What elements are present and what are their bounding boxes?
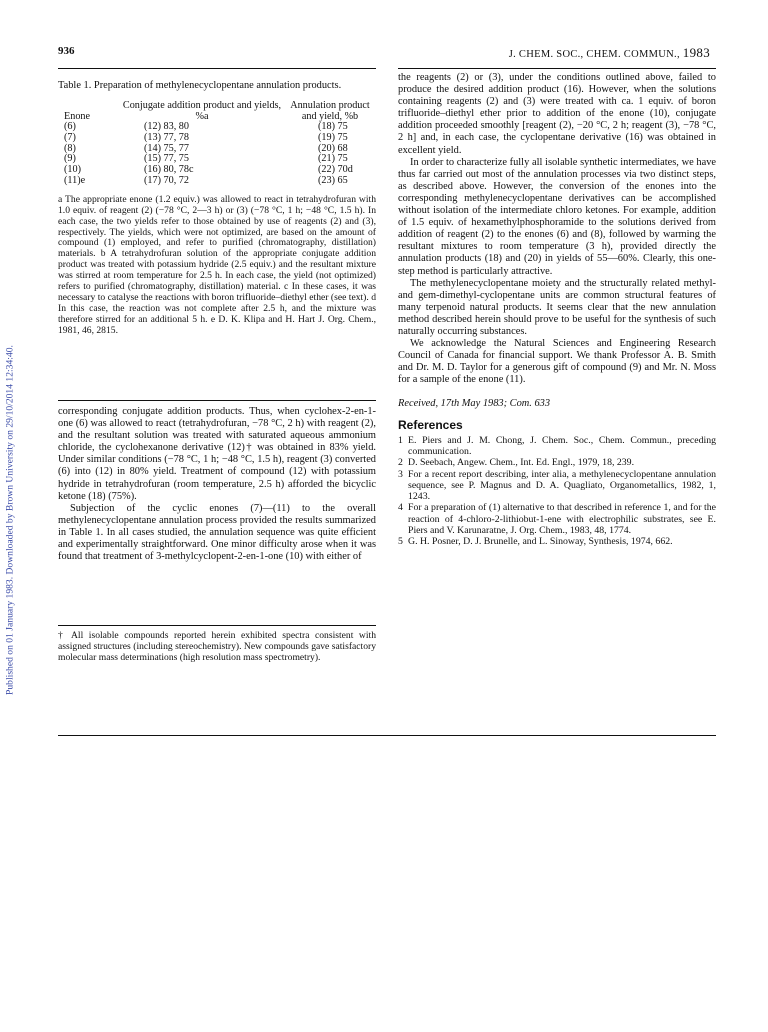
table-row	[58, 176, 376, 187]
header-rule-left	[58, 68, 376, 69]
table-header-annulation: Annulation product and yield, %b	[290, 100, 370, 122]
journal-name: J. CHEM. SOC., CHEM. COMMUN.,	[508, 49, 683, 60]
reference-item	[398, 502, 716, 536]
table-body	[58, 122, 376, 187]
references-heading: References	[398, 417, 463, 432]
reference-item	[398, 457, 716, 468]
reference-number: 2	[398, 457, 403, 469]
reference-text: D. Seebach, Angew. Chem., Int. Ed. Engl., 1979, 18, 239.	[408, 457, 635, 469]
reference-item	[398, 435, 716, 458]
left-body	[58, 406, 376, 563]
table-cell: (6)	[64, 121, 76, 132]
reference-number: 1	[398, 434, 403, 446]
journal-header	[509, 45, 710, 61]
results-table	[58, 100, 376, 187]
body-paragraph: In order to characterize fully all isolable synthetic intermediates, we have thus far carried out most of the annulation processes via two distinct steps, as described above. However, the conversion of the enones into the corresponding methylenecyclopentane derivatives can be accomplished without isolation of the intermediate chloro ketones. For example, addition of 1.5 equiv. of hexamethylphosphoramide to the solutions derived from addition of reagent (2) to the enones (6) and (8), followed by warming the resultant mixtures to room temperature (3 h), provided directly the annulation products (18) and (20) in yields of 55—60%. Clearly, this one-step method is particularly attractive.	[398, 156, 716, 277]
body-paragraph: The methylenecyclopentane moiety and the structurally related methyl- and gem-dimethyl-cyclopentane units are common structural features of many terpenoid natural products. It seems clear that the new annulation method described herein should prove to be useful for the synthesis of such naturally occurring substances.	[398, 277, 716, 337]
table-header-conjugate: Conjugate addition product and yields, %a	[122, 100, 282, 122]
table-cell: (12) 83, 80	[144, 121, 189, 132]
reference-text: For a recent report describing, inter alia, a methylenecyclopentane annulation sequence, see P. Magnus and D. A. Quagliato, Organometallics, 1982, 1, 1243.	[408, 468, 716, 503]
footnote-rule	[58, 625, 376, 626]
table-cell: (21) 75	[318, 153, 348, 165]
left-column	[58, 72, 376, 337]
table-cell: (22) 70d	[318, 164, 353, 176]
reference-text: For a preparation of (1) alternative to that described in reference 1, and for the reaction of 4-chloro-2-lithiobut-1-ene with electrophilic substrates, see E. Piers and V. Karunaratne, J. Org. Chem., 1983, 48, 1774.	[408, 502, 716, 536]
acknowledgement-paragraph: We acknowledge the Natural Sciences and Engineering Research Council of Canada for financial support. We thank Professor A. B. Smith and Dr. M. D. Taylor for a generous gift of compound (9) and Mr. N. Moss for a sample of the enone (11).	[398, 338, 716, 386]
table-cell: (14) 75, 77	[144, 142, 189, 154]
table-caption: Table 1. Preparation of methylenecyclopentane annulation products.	[58, 80, 342, 91]
reference-text: E. Piers and J. M. Chong, J. Chem. Soc., Chem. Commun., preceding communication.	[408, 434, 716, 457]
dagger-footnote: † All isolable compounds reported herein exhibited spectra consistent with assigned structures (including stereochemistry). New compounds gave satisfactory molecular mass determinations (high resolution mass spectrometry).	[58, 630, 376, 663]
received-line: Received, 17th May 1983; Com. 633	[398, 398, 551, 410]
reference-item	[398, 536, 716, 547]
table-cell: (16) 80, 78c	[144, 164, 194, 176]
table-cell: (15) 77, 75	[144, 153, 189, 165]
table-cell: (7)	[64, 131, 76, 143]
reference-number: 3	[398, 468, 403, 480]
download-watermark	[2, 120, 16, 920]
reference-text: G. H. Posner, D. J. Brunelle, and L. Sinoway, Synthesis, 1974, 662.	[408, 536, 673, 548]
table-cell: (19) 75	[318, 131, 348, 143]
table-cell: (11)e	[64, 174, 86, 186]
table-footnotes: a The appropriate enone (1.2 equiv.) was allowed to react in tetrahydrofuran with 1.0 equiv. of reagent (2) (−78 °C, 2—3 h) or (3) (−78 °C, 1 h; −48 °C, 1.5 h). In each case, the two yields refer to those obtained by use of reagents (2) and (3), respectively. The yields, which were not optimized, are based on the amount of compound (1) employed, and refer to purified (chromatography, distillation) materials. b A tetrahydrofuran solution of the appropriate conjugate addition product was treated with potassium hydride (2.5 equiv.) and the resultant mixture was stirred at room temperature for 2.5 h. In each case, the yield (not optimized) refers to purified (chromatography, distillation) material. c In these cases, it was necessary to catalyse the reactions with boron trifluoride–diethyl ether (see text). d In this case, the reaction was not complete after 2.5 h, and the mixture was therefore stirred for an additional 5 h. e D. K. Klipa and H. Hart J. Org. Chem., 1981, 46, 2815.	[58, 193, 376, 336]
page-number: 936	[58, 45, 75, 57]
reference-number: 5	[398, 536, 403, 548]
table-end-rule	[58, 400, 376, 401]
table-cell: (10)	[64, 164, 81, 176]
reference-number: 4	[398, 502, 403, 514]
body-paragraph: corresponding conjugate addition products. Thus, when cyclohex-2-en-1-one (6) was allowed to react (tetrahydrofuran, −78 °C, 2 h) with reagent (2), and the resultant solution was treated with saturated aqueous ammonium chloride, the cyclohexanone derivative (12)† was obtained in 83% yield. Under similar conditions (−78 °C, 1 h; −48 °C, 1.5 h), reagent (3) converted (6) into (12) in 80% yield. Treatment of compound (12) with potassium hydride in tetrahydrofuran (room temperature, 2.5 h) afforded the bicyclic ketone (18) (75%).	[58, 406, 376, 502]
table-header-row	[58, 100, 376, 122]
reference-item	[398, 469, 716, 503]
page-bottom-rule	[58, 735, 716, 736]
table-header-enone: Enone	[64, 111, 91, 122]
references-list	[398, 435, 716, 548]
table-cell: (9)	[64, 153, 76, 165]
download-watermark-text: Published on 01 January 1983. Downloaded by Brown University on 29/10/2014 12:34:40.	[4, 345, 16, 695]
header-rule-right	[398, 68, 716, 69]
right-column	[398, 72, 716, 548]
body-paragraph: Subjection of the cyclic enones (7)—(11) to the overall methylenecyclopentane annulation process provided the results summarized in Table 1. In all cases studied, the annulation sequence was quite efficient and experimentally straightforward. One minor difficulty arose when it was found that treatment of 3-methylcyclopent-2-en-1-one (10) with either of	[58, 502, 376, 563]
table-cell: (20) 68	[318, 142, 348, 154]
table-cell: (8)	[64, 142, 76, 154]
table-cell: (13) 77, 78	[144, 131, 189, 143]
table-cell: (17) 70, 72	[144, 174, 189, 186]
body-paragraph: the reagents (2) or (3), under the conditions outlined above, failed to produce the desired addition product (16). However, when the solutions containing reagents (2) and (3) were treated with ca. 1 equiv. of boron trifluoride–diethyl ether prior to addition of the enone (10), conjugate addition proceeded smoothly [reagent (2), −20 °C, 2 h; reagent (3), −78 °C, 2 h] and, in each case, the cyclopentane derivative (16) was obtained in excellent yield.	[398, 72, 716, 156]
table-row	[58, 133, 376, 144]
table-cell: (18) 75	[318, 121, 348, 132]
journal-year: 1983	[682, 45, 710, 60]
table-cell: (23) 65	[318, 174, 348, 186]
